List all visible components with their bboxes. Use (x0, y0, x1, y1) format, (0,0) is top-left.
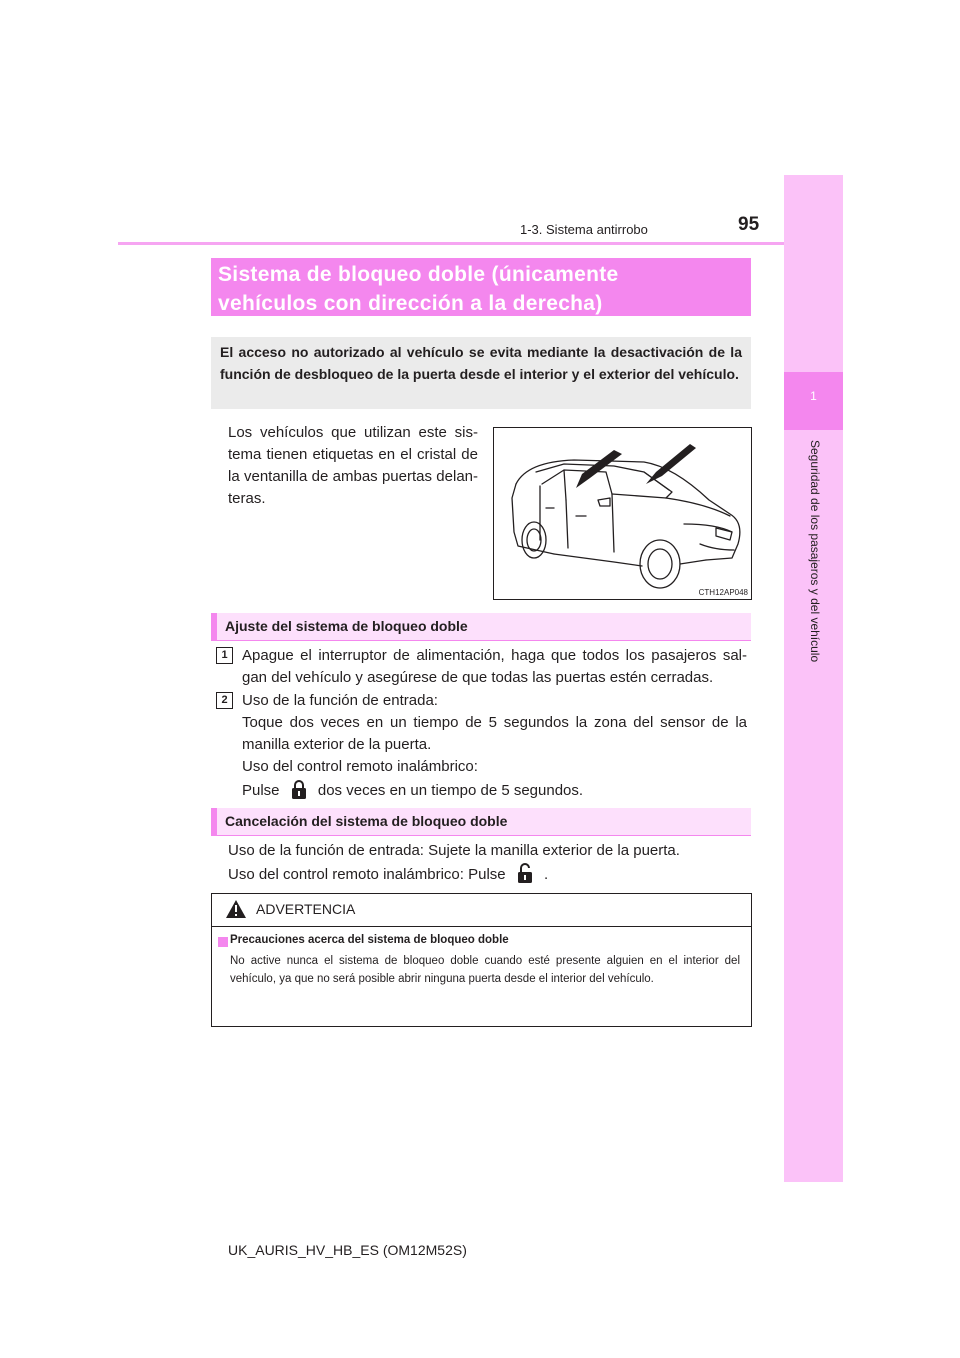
warning-box (211, 893, 752, 1027)
step-2-press-label: Pulse (242, 782, 280, 799)
warning-header (212, 894, 751, 927)
cancel-line-1: Uso de la función de entrada: Sujete la manilla exterior de la puerta. (228, 842, 680, 859)
section-reference: 1-3. Sistema antirrobo (520, 222, 648, 237)
warning-text: No active nunca el sistema de bloqueo doble cuando esté presente alguien en el interior del vehículo, ya que no será posible abrir ninguna puerta desde el interior del vehículo. (230, 955, 740, 985)
subheading-accent-bar (211, 808, 217, 836)
subheading-underline (211, 835, 751, 836)
header-rule (118, 242, 784, 245)
page-number: 95 (738, 214, 760, 235)
step-2-line-4 (242, 778, 747, 802)
step-2-content (242, 690, 747, 802)
cancel-content (228, 840, 748, 886)
cancel-subheading-text: Cancelación del sistema de bloqueo doble (225, 813, 508, 829)
unlock-icon (514, 862, 536, 884)
car-illustration-figure (493, 427, 752, 600)
setting-subheading-text: Ajuste del sistema de bloqueo doble (225, 618, 468, 634)
cancel-press-end: . (543, 866, 549, 883)
step-2-badge: 2 (216, 692, 233, 709)
step-1-badge: 1 (216, 647, 233, 664)
page-title-line-2: vehículos con dirección a la derecha) (218, 292, 603, 315)
car-with-arrows-illustration (494, 428, 751, 599)
step-2-press-rest: dos veces en un tiempo de 5 segundos. (317, 782, 584, 799)
chapter-title-vertical: Seguridad de los pasajeros y del vehículo (808, 440, 822, 663)
lead-paragraph: Los vehículos que utilizan este sis-tema tienen etiquetas en el cristal de la ventanilla de ambas puertas delan-teras. (228, 424, 478, 507)
cancel-line-2 (228, 862, 748, 886)
subheading-accent-bar (211, 613, 217, 641)
lock-icon (288, 778, 310, 800)
cancel-subheading (211, 808, 751, 836)
chapter-number-tab: 1 (784, 372, 843, 430)
warning-bullet-square (218, 937, 228, 947)
step-1-text: Apague el interruptor de alimentación, haga que todos los pasajeros sal-gan del vehículo y asegúrese de que todas las puertas estén cerradas. (242, 647, 747, 686)
intro-text: El acceso no autorizado al vehículo se evita mediante la desactivación de la función de desbloqueo de la puerta desde el interior y el exterior del vehículo. (220, 344, 742, 382)
page-title (218, 260, 748, 318)
setting-subheading (211, 613, 751, 641)
cancel-press-label: Uso del control remoto inalámbrico: Pulse (228, 866, 506, 883)
warning-title: ADVERTENCIA (256, 901, 356, 917)
page-title-line-1: Sistema de bloqueo doble (únicamente (218, 263, 619, 286)
footer-document-code: UK_AURIS_HV_HB_ES (OM12M52S) (228, 1242, 467, 1258)
step-2-line-3: Uso del control remoto inalámbrico: (242, 758, 478, 775)
step-2-line-2: Toque dos veces en un tiempo de 5 segundos la zona del sensor de la manilla exterior de la puerta. (242, 714, 747, 753)
step-2-line-1: Uso de la función de entrada: (242, 692, 438, 709)
warning-subtitle: Precauciones acerca del sistema de bloqueo doble (230, 934, 509, 946)
figure-code: CTH12AP048 (698, 588, 748, 597)
subheading-underline (211, 640, 751, 641)
warning-triangle-icon (226, 900, 246, 918)
